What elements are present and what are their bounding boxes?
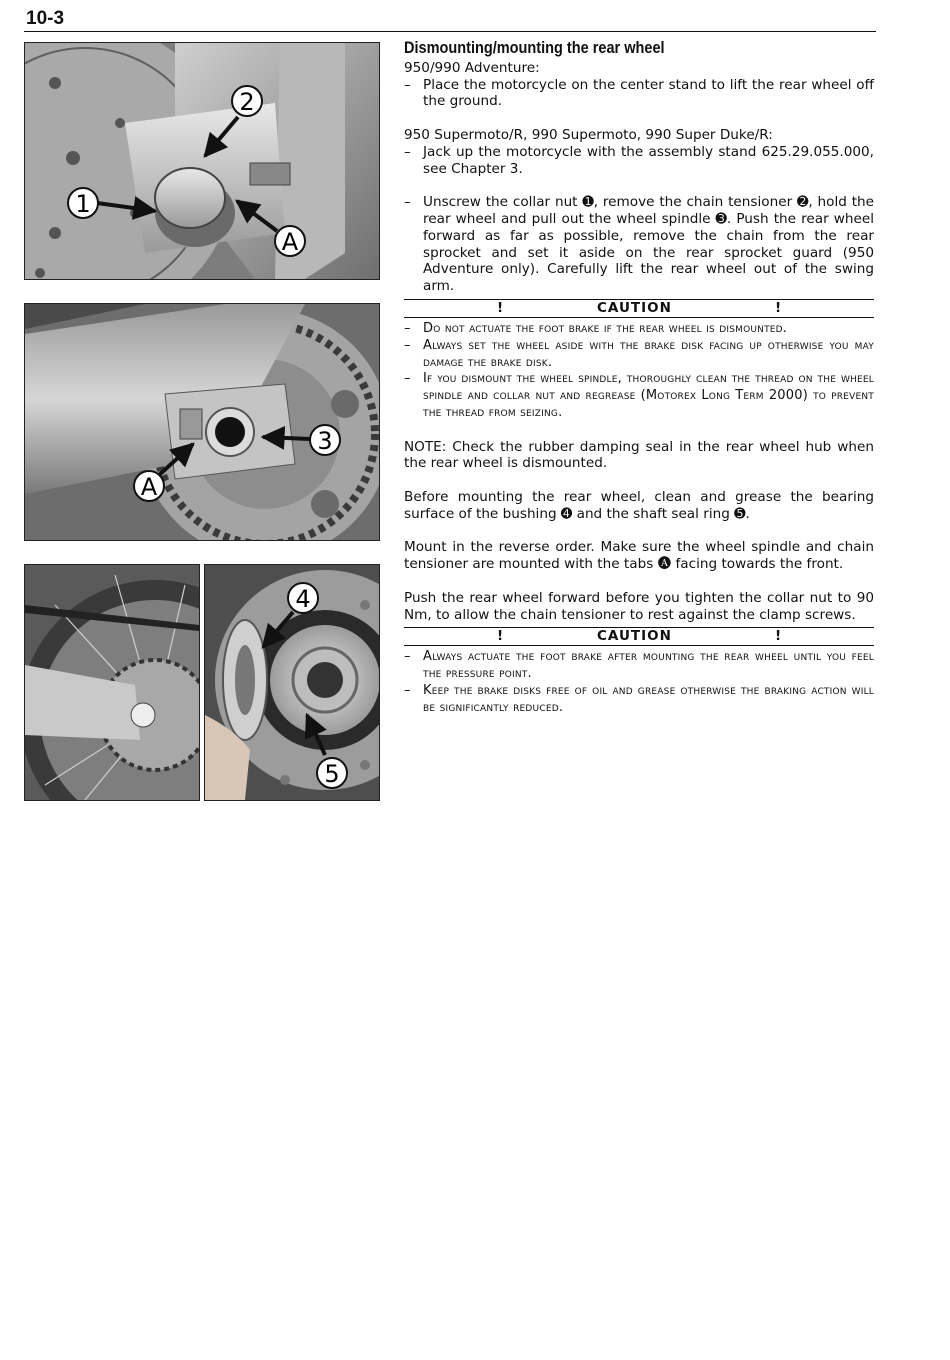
photo-rear-wheel [24,564,200,801]
callout-2 [232,86,262,116]
header-rule [24,31,876,32]
svg-text:5: 5 [324,760,340,788]
wheel-spindle-hole [215,417,245,447]
photo-wheel-spindle-illustration [25,304,379,540]
collar-nut [155,168,225,228]
caution-1-item: – Always set the wheel aside with the brake disk facing up otherwise you may damage the brake disk. [404,337,874,370]
svg-text:3: 3 [317,427,333,455]
caution-1-item: – Do not actuate the foot brake if the rear wheel is dismounted. [404,320,788,336]
callout-5 [317,758,347,788]
photo-wheel-hub-illustration [205,565,379,800]
models-heading-supermoto: 950 Supermoto/R, 990 Supermoto, 990 Super Duke/R: [404,126,773,143]
note-mount-reverse: Mount in the reverse order. Make sure the wheel spindle and chain tensioner are mounted with the tabs 🅐 facing towards the front. [404,539,874,573]
step-center-stand: – Place the motorcycle on the center stand to lift the rear wheel off the ground. [404,76,874,110]
photo-rear-wheel-illustration [25,565,199,800]
svg-text:A: A [281,228,299,256]
svg-text:A: A [140,473,158,501]
page-number: 10-3 [26,8,65,29]
callout-A [134,471,164,501]
svg-text:4: 4 [295,585,311,613]
svg-text:1: 1 [75,190,91,218]
caution-banner-1: ! CAUTION ! [404,299,874,318]
caution-banner-2: ! CAUTION ! [404,627,874,646]
callout-4 [288,583,318,613]
photo-collar-nut-illustration [25,43,379,279]
svg-text:2: 2 [239,88,255,116]
photo-collar-nut [24,42,380,280]
photo-wheel-spindle [24,303,380,541]
step-remove-wheel: – Unscrew the collar nut ➊, remove the chain tensioner ➋, hold the rear wheel and pull out the wheel spindle ➌. Push the rear wheel forward as far as possible, remove the chain from the rear sprocket and set it aside on the rear sprocket guard (950 Adventure only). Carefully lift the rear wheel out of the swing arm. [404,194,874,295]
photo-wheel-hub [204,564,380,801]
step-assembly-stand: – Jack up the motorcycle with the assembly stand 625.29.055.000, see Chapter 3. [404,143,874,177]
caution-1-item: – If you dismount the wheel spindle, thoroughly clean the thread on the wheel spindle and collar nut and regrease (Motorex Long Term 2000) to prevent the thread from seizing. [404,371,874,420]
models-heading-adventure: 950/990 Adventure: [404,59,540,76]
callout-1 [68,188,98,218]
note-before-mounting: Before mounting the rear wheel, clean and grease the bearing surface of the bushing ➍ and the shaft seal ring ➎. [404,488,874,522]
caution-2-item: – Always actuate the foot brake after mounting the rear wheel until you feel the pressure point. [404,649,874,682]
note-push-wheel: Push the rear wheel forward before you tighten the collar nut to 90 Nm, to allow the chain tensioner to rest against the clamp screws. [404,589,874,623]
section-title: Dismounting/mounting the rear wheel [404,39,665,57]
instructions-column [404,38,874,716]
callout-3 [310,425,340,455]
callout-A [275,226,305,256]
note-damping-seal: NOTE: Check the rubber damping seal in the rear wheel hub when the rear wheel is dismounted. [404,438,874,472]
caution-2-item: – Keep the brake disks free of oil and grease otherwise the braking action will be significantly reduced. [404,682,874,715]
